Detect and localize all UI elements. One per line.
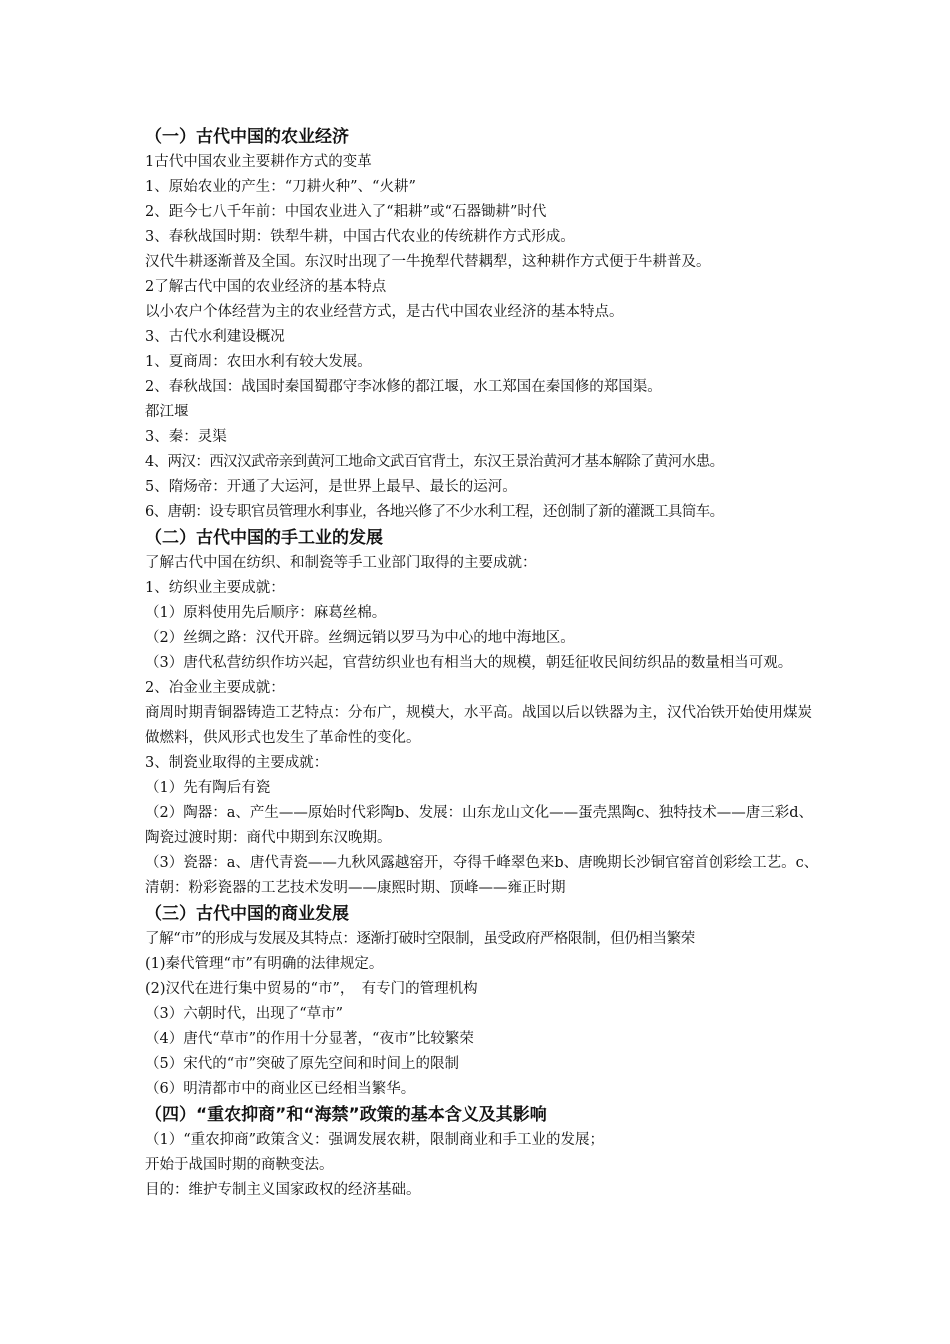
section-handicraft [145,525,820,901]
text-line: 2、春秋战国：战国时秦国蜀郡守李冰修的都江堰，水工郑国在秦国修的郑国渠。 [145,379,662,395]
text-line: 汉代牛耕逐渐普及全国。东汉时出现了一牛挽犁代替耦犁，这种耕作方式便于牛耕普及。 [145,254,711,270]
text-line: 开始于战国时期的商鞅变法。 [145,1157,334,1173]
text-line: 2了解古代中国的农业经济的基本特点 [145,279,387,295]
section-agriculture [145,124,820,525]
text-line: 1、夏商周：农田水利有较大发展。 [145,354,372,370]
text-line: 2、冶金业主要成就： [145,680,285,696]
text-line: 目的：维护专制主义国家政权的经济基础。 [145,1182,421,1198]
text-line: 3、秦：灵渠 [145,429,227,445]
text-line: 1古代中国农业主要耕作方式的变革 [145,154,372,170]
section-heading: （一）古代中国的农业经济 [145,127,349,147]
text-paragraph: （2）陶器：a、产生——原始时代彩陶b、发展：山东龙山文化——蛋壳黑陶c、独特技术——唐三彩d、陶瓷过渡时期：商代中期到东汉晚期。 [145,805,814,846]
text-line: 3、古代水利建设概况 [145,329,285,345]
text-line: (1)秦代管理“市”有明确的法律规定。 [145,956,384,972]
text-line: 2、距今七八千年前：中国农业进入了“耜耕”或“石器锄耕”时代 [145,204,547,220]
text-line: 5、隋炀帝：开通了大运河，是世界上最早、最长的运河。 [145,479,517,495]
text-line: （4）唐代“草市”的作用十分显著，“夜市”比较繁荣 [145,1031,474,1047]
text-line: （2）丝绸之路：汉代开辟。丝绸远销以罗马为中心的地中海地区。 [145,630,575,646]
text-line: 1、原始农业的产生：“刀耕火种”、“火耕” [145,179,416,195]
text-line: (2)汉代在进行集中贸易的“市”， 有专门的管理机构 [145,981,478,997]
text-line: （1）原料使用先后顺序：麻葛丝棉。 [145,605,387,621]
text-line: （3）六朝时代，出现了“草市” [145,1006,344,1022]
section-heading: （四）“重农抑商”和“海禁”政策的基本含义及其影响 [145,1105,547,1125]
text-line: 了解古代中国在纺织、和制瓷等手工业部门取得的主要成就： [145,555,537,571]
text-line: 都江堰 [145,404,189,420]
text-line: 以小农户个体经营为主的农业经营方式，是古代中国农业经济的基本特点。 [145,304,624,320]
section-heading: （二）古代中国的手工业的发展 [145,528,383,548]
text-line: （1）“重农抑商”政策含义：强调发展农耕，限制商业和手工业的发展； [145,1132,605,1148]
text-line: （1）先有陶后有瓷 [145,780,271,796]
section-policy [145,1102,820,1203]
document-body [145,124,820,1203]
text-line: 1、纺织业主要成就： [145,580,285,596]
section-heading: （三）古代中国的商业发展 [145,904,349,924]
text-paragraph: （3）瓷器：a、唐代青瓷——九秋风露越窑开，夺得千峰翠色来b、唐晚期长沙铜官窑首创彩绘工艺。c、清朝：粉彩瓷器的工艺技术发明——康熙时期、顶峰——雍正时期 [145,855,819,896]
text-paragraph: （3）唐代私营纺织作坊兴起，官营纺织业也有相当大的规模，朝廷征收民间纺织品的数量相当可观。 [145,655,793,671]
text-line: （6）明清都市中的商业区已经相当繁华。 [145,1081,416,1097]
text-paragraph: 商周时期青铜器铸造工艺特点：分布广，规模大，水平高。战国以后以铁器为主，汉代冶铁开始使用煤炭做燃料，供风形式也发生了革命性的变化。 [145,705,812,746]
text-line: 了解“市”的形成与发展及其特点：逐渐打破时空限制，虽受政府严格限制，但仍相当繁荣 [145,931,695,947]
text-line: 3、春秋战国时期：铁犁牛耕，中国古代农业的传统耕作方式形成。 [145,229,575,245]
section-commerce [145,901,820,1102]
text-line: （5）宋代的“市”突破了原先空间和时间上的限制 [145,1056,460,1072]
text-line: 4、两汉：西汉汉武帝亲到黄河工地命文武百官背土，东汉王景治黄河才基本解除了黄河水患。 [145,454,724,470]
text-line: 6、唐朝：设专职官员管理水利事业，各地兴修了不少水利工程，还创制了新的灌溉工具筒车。 [145,504,724,520]
text-line: 3、制瓷业取得的主要成就： [145,755,329,771]
